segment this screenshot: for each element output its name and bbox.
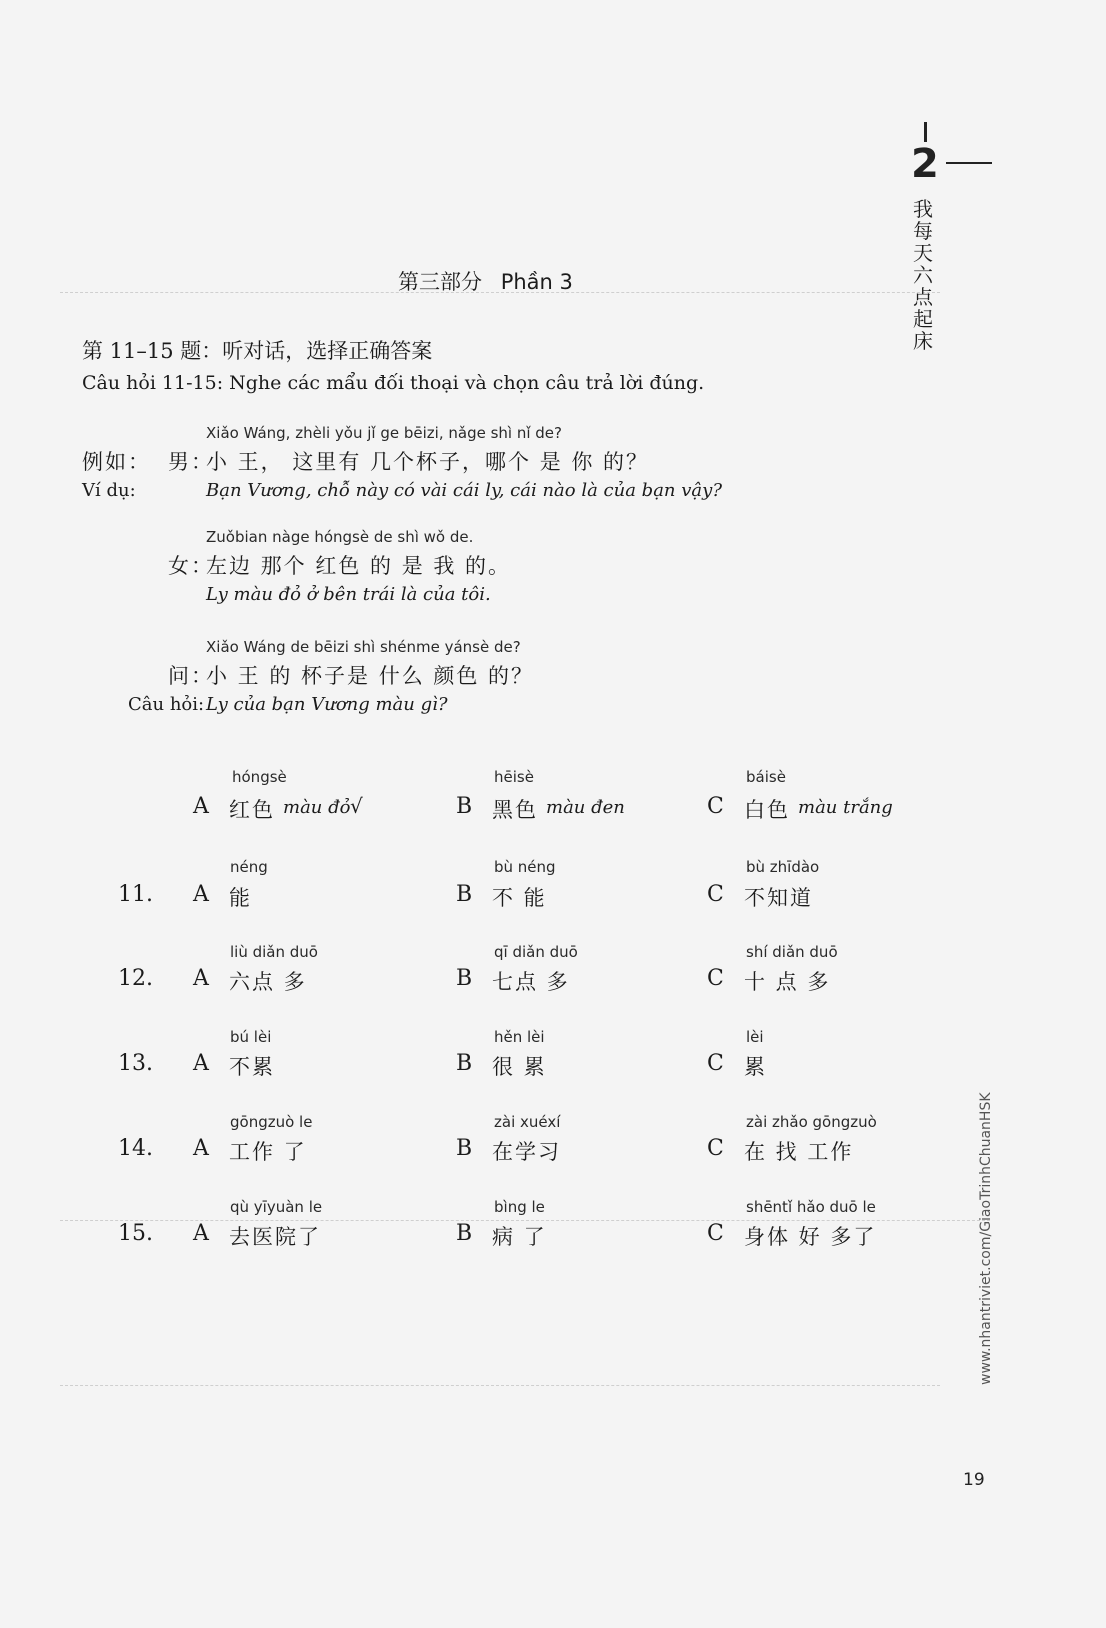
chapter-title-char: 床 xyxy=(913,329,933,353)
example-question-vietnamese: Ly của bạn Vương màu gì? xyxy=(206,694,448,715)
question-number: 13. xyxy=(118,1051,153,1076)
option-chinese: 六点 多 xyxy=(229,970,307,994)
option-chinese: 红色 xyxy=(229,798,275,822)
option-chinese: 很 累 xyxy=(492,1055,547,1079)
option-chinese: 病 了 xyxy=(492,1225,547,1249)
option-letter: B xyxy=(456,882,473,907)
option-chinese: 累 xyxy=(744,1055,767,1079)
option-pinyin: shēntǐ hǎo duō le xyxy=(746,1198,876,1216)
option-chinese: 七点 多 xyxy=(492,970,570,994)
option-letter: C xyxy=(707,882,724,907)
option-letter: C xyxy=(707,1051,724,1076)
option-meaning: màu đỏ xyxy=(283,797,351,818)
option-letter: C xyxy=(707,1221,724,1246)
option-pinyin: néng xyxy=(230,858,268,876)
example-male-vietnamese: Bạn Vương, chỗ này có vài cái ly, cái nào là của bạn vậy? xyxy=(206,480,722,501)
option-pinyin: qù yīyuàn le xyxy=(230,1198,323,1216)
bleed-through-line xyxy=(60,1385,940,1386)
option-chinese: 十 点 多 xyxy=(744,970,831,994)
option-letter: C xyxy=(707,966,724,991)
example-female-chinese: 左边 那个 红色 的 是 我 的。 xyxy=(206,554,512,578)
option-letter: A xyxy=(193,1136,209,1161)
option-letter: A xyxy=(193,1051,209,1076)
option-meaning: màu đen xyxy=(546,797,625,818)
option-chinese: 在 找 工作 xyxy=(744,1140,854,1164)
option-chinese: 白色 xyxy=(744,798,790,822)
option-pinyin: bìng le xyxy=(494,1198,545,1216)
option-letter: B xyxy=(456,1221,473,1246)
chapter-title-vertical xyxy=(910,198,936,352)
example-question-chinese: 小 王 的 杯子是 什么 颜色 的？ xyxy=(206,664,535,688)
option-chinese: 不累 xyxy=(229,1055,275,1079)
example-female-speaker: 女： xyxy=(168,554,214,578)
section-heading-vi: Phần 3 xyxy=(500,270,573,294)
chapter-title-char: 我 xyxy=(913,197,933,221)
chapter-title-char: 六 xyxy=(913,263,933,287)
option-letter: A xyxy=(193,794,209,819)
option-pinyin: bù néng xyxy=(494,858,556,876)
example-question-label-vi: Câu hỏi: xyxy=(128,694,205,715)
option-pinyin: gōngzuò le xyxy=(230,1113,313,1131)
correct-checkmark: √ xyxy=(350,794,363,818)
example-label-vi: Ví dụ: xyxy=(82,480,136,501)
instruction-vi: Câu hỏi 11-15: Nghe các mẩu đối thoại và chọn câu trả lời đúng. xyxy=(82,372,705,394)
section-heading xyxy=(398,266,573,296)
example-male-chinese: 小 王， 这里有 几个杯子，哪个 是 你 的？ xyxy=(206,450,650,474)
section-heading-zh: 第三部分 xyxy=(398,270,482,294)
option-chinese: 黑色 xyxy=(492,798,538,822)
option-chinese: 在学习 xyxy=(492,1140,561,1164)
question-number: 14. xyxy=(118,1136,153,1161)
option-letter: B xyxy=(456,1051,473,1076)
watermark: www.nhantriviet.com/GiaoTrinhChuanHSK xyxy=(978,1092,994,1385)
option-letter: A xyxy=(193,966,209,991)
option-letter: B xyxy=(456,794,473,819)
option-chinese: 能 xyxy=(229,886,252,910)
option-pinyin: zài zhǎo gōngzuò xyxy=(746,1113,877,1131)
option-pinyin: zài xuéxí xyxy=(494,1113,561,1131)
question-number: 12. xyxy=(118,966,153,991)
option-chinese: 去医院了 xyxy=(229,1225,321,1249)
example-female-pinyin: Zuǒbian nàge hóngsè de shì wǒ de. xyxy=(206,528,474,546)
option-chinese: 不知道 xyxy=(744,886,813,910)
option-meaning: màu trắng xyxy=(798,797,893,818)
option-letter: A xyxy=(193,882,209,907)
chapter-title-char: 点 xyxy=(913,285,933,309)
example-male-speaker: 男： xyxy=(168,450,214,474)
option-pinyin: shí diǎn duō xyxy=(746,943,838,961)
chapter-rule xyxy=(946,162,992,164)
chapter-number: 2 xyxy=(911,141,939,187)
option-pinyin: qī diǎn duō xyxy=(494,943,578,961)
option-pinyin: bù zhīdào xyxy=(746,858,820,876)
example-female-vietnamese: Ly màu đỏ ở bên trái là của tôi. xyxy=(206,584,491,605)
option-chinese: 身体 好 多了 xyxy=(744,1225,877,1249)
chapter-title-char: 起 xyxy=(913,307,933,331)
option-pinyin: bú lèi xyxy=(230,1028,272,1046)
option-pinyin: liù diǎn duō xyxy=(230,943,318,961)
example-label-zh: 例如： xyxy=(82,450,151,474)
example-male-pinyin: Xiǎo Wáng, zhèli yǒu jǐ ge bēizi, nǎge shì nǐ de? xyxy=(206,424,562,442)
page-number: 19 xyxy=(963,1470,985,1490)
option-pinyin: lèi xyxy=(746,1028,764,1046)
option-chinese: 不 能 xyxy=(492,886,547,910)
chapter-title-char: 每 xyxy=(913,219,933,243)
example-question-speaker: 问： xyxy=(168,664,214,688)
option-letter: B xyxy=(456,966,473,991)
chapter-tick xyxy=(924,122,927,142)
option-letter: A xyxy=(193,1221,209,1246)
option-pinyin: hēisè xyxy=(494,768,534,786)
question-number: 15. xyxy=(118,1221,153,1246)
option-chinese: 工作 了 xyxy=(229,1140,307,1164)
question-number: 11. xyxy=(118,882,153,907)
option-pinyin: hóngsè xyxy=(232,768,287,786)
instruction-zh: 第 11–15 题：听对话，选择正确答案 xyxy=(82,339,433,363)
option-letter: C xyxy=(707,794,724,819)
option-letter: C xyxy=(707,1136,724,1161)
option-letter: B xyxy=(456,1136,473,1161)
example-question-pinyin: Xiǎo Wáng de bēizi shì shénme yánsè de? xyxy=(206,638,521,656)
option-pinyin: báisè xyxy=(746,768,786,786)
chapter-title-char: 天 xyxy=(913,241,933,265)
option-pinyin: hěn lèi xyxy=(494,1028,545,1046)
